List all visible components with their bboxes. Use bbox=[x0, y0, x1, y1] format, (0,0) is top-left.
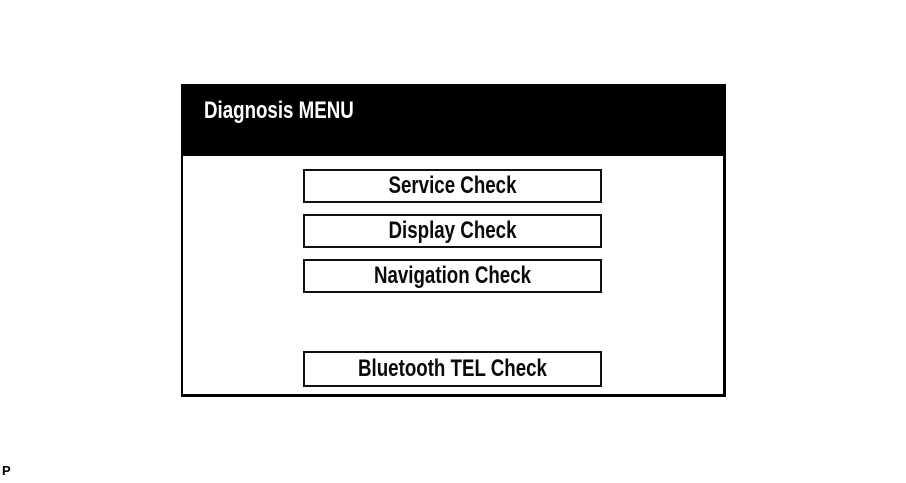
page-corner-text: P bbox=[2, 463, 11, 478]
title-bar bbox=[183, 86, 723, 156]
service-check-button-label: Service Check bbox=[388, 172, 517, 199]
diagnosis-menu-screen bbox=[181, 84, 726, 397]
page-title: Diagnosis MENU bbox=[204, 97, 354, 124]
bluetooth-tel-check-button[interactable] bbox=[303, 351, 602, 387]
display-check-button[interactable] bbox=[303, 214, 602, 248]
navigation-check-button-label: Navigation Check bbox=[373, 262, 532, 289]
navigation-check-button[interactable] bbox=[303, 259, 602, 293]
bluetooth-tel-check-button-label: Bluetooth TEL Check bbox=[358, 355, 547, 382]
display-check-button-label: Display Check bbox=[388, 217, 517, 244]
service-check-button[interactable] bbox=[303, 169, 602, 203]
